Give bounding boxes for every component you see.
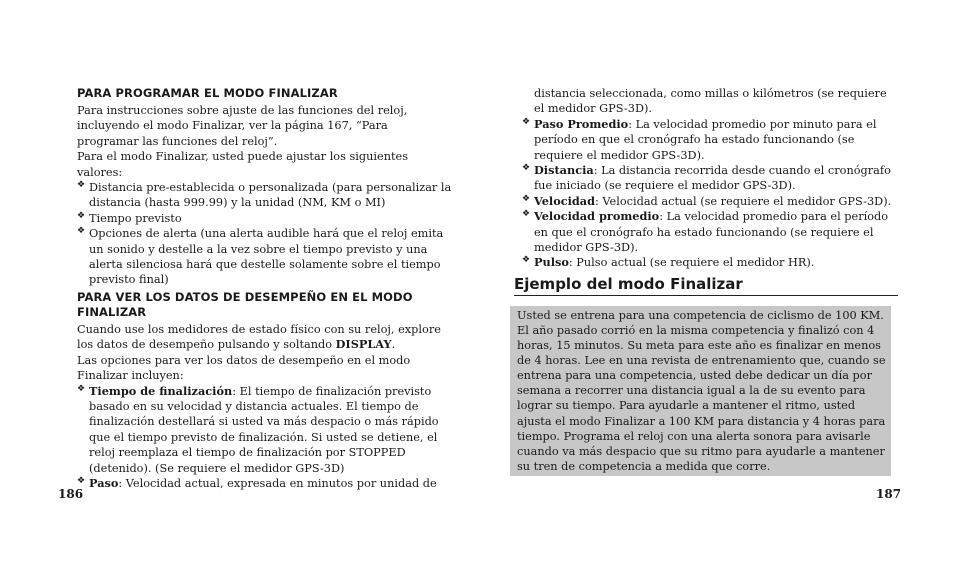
page-number-left: 186 [58,487,84,501]
settings-list [77,180,452,288]
diamond-bullet-icon: ❖ [77,180,86,191]
diamond-bullet-icon: ❖ [522,163,531,174]
diamond-bullet-icon: ❖ [77,226,86,237]
paragraph-continuation: distancia seleccionada, como millas o kilómetros (se requiere el medidor GPS-3D). [534,87,887,116]
diamond-bullet-icon: ❖ [522,255,531,266]
list-item: ❖ Distancia: La distancia recorrida desde cuando el cronógrafo fue iniciado (se requiere el medidor GPS-3D). [522,163,891,193]
list-item: ❖ Paso Promedio: La velocidad promedio por minuto para el período en que el cronógrafo ha estado funcionando (se requiere el medidor GPS-3D). [522,116,877,162]
diamond-bullet-icon: ❖ [77,210,86,221]
paragraph-display-button: Cuando use los medidores de estado físico con su reloj, explore los datos de desempeño pulsando y soltando DISPLAY. [77,322,441,352]
right-page [516,86,898,476]
heading-view-performance-data: PARA VER LOS DATOS DE DESEMPEÑO EN EL MODO FINALIZAR [77,289,413,319]
list-item: ❖ Tiempo de finalización: El tiempo de finalización previsto basado en su velocidad y distancia actuales. El tiempo de finalización destellará si usted va más despacio o más rápido que el tiempo previsto de finalización. Si usted se detiene, el reloj reemplaza el tiempo de finalización por STOPPED (detenido). (Se requiere el medidor GPS-3D) [77,383,439,475]
heading-program-finish-mode: PARA PROGRAMAR EL MODO FINALIZAR [77,86,338,100]
list-item: ❖ Opciones de alerta (una alerta audible hará que el reloj emita un sonido y destelle a la vez sobre el tiempo previsto y una alerta silenciosa hará que destelle solamente sobre el tiempo previsto final) [77,226,444,287]
paragraph-view-options: Las opciones para ver los datos de desempeño en el modo Finalizar incluyen: [77,353,411,383]
diamond-bullet-icon: ❖ [522,193,531,204]
list-item: ❖ Tiempo previsto [77,210,182,225]
example-box [510,306,891,476]
paragraph-instructions: Para instrucciones sobre ajuste de las funciones del reloj, incluyendo el modo Finalizar, ver la página 167, “Para programar las funciones del reloj”. [77,104,408,148]
display-button-label: DISPLAY [335,337,392,352]
list-item: ❖ Velocidad: Velocidad actual (se requiere el medidor GPS-3D). [522,193,892,208]
list-item: ❖ Paso: Velocidad actual, expresada en minutos por unidad de [77,475,437,490]
diamond-bullet-icon: ❖ [77,475,86,486]
example-text: Usted se entrena para una competencia de ciclismo de 100 KM. El año pasado corrió en la misma competencia y finalizó con 4 horas, 15 minutos. Su meta para este año es finalizar en menos de 4 horas. Lee en una revista de entrenamiento que, cuando se entrena para una competencia, usted debe dedicar un día por semana a recorrer una distancia igual a la de su evento para lograr su tiempo. Para ayudarle a mantener el ritmo, usted ajusta el modo Finalizar a 100 KM para distancia y 4 horas para tiempo. Programa el reloj con una alerta sonora para avisarle cuando va más despacio que su ritmo para ayudarle a mantener su tren de competencia a medida que corre. [517,308,886,473]
list-item: ❖ Distancia pre-establecida o personalizada (para personalizar la distancia (hasta 999.99) y la unidad (NM, KM o MI) [77,180,452,210]
page-number-right: 187 [876,487,902,501]
performance-data-list-continued [522,117,898,271]
left-page [77,86,452,491]
paragraph-adjustable-values: Para el modo Finalizar, usted puede ajustar los siguientes valores: [77,150,409,179]
section-title-example: Ejemplo del modo Finalizar [514,274,898,296]
diamond-bullet-icon: ❖ [522,209,531,220]
diamond-bullet-icon: ❖ [77,383,86,394]
diamond-bullet-icon: ❖ [522,116,531,127]
list-item: ❖ Pulso: Pulso actual (se requiere el medidor HR). [522,255,815,270]
list-item: ❖ Velocidad promedio: La velocidad promedio para el período en que el cronógrafo ha estado funcionando (se requiere el medidor GPS-3D). [522,209,889,255]
performance-data-list [77,384,452,492]
